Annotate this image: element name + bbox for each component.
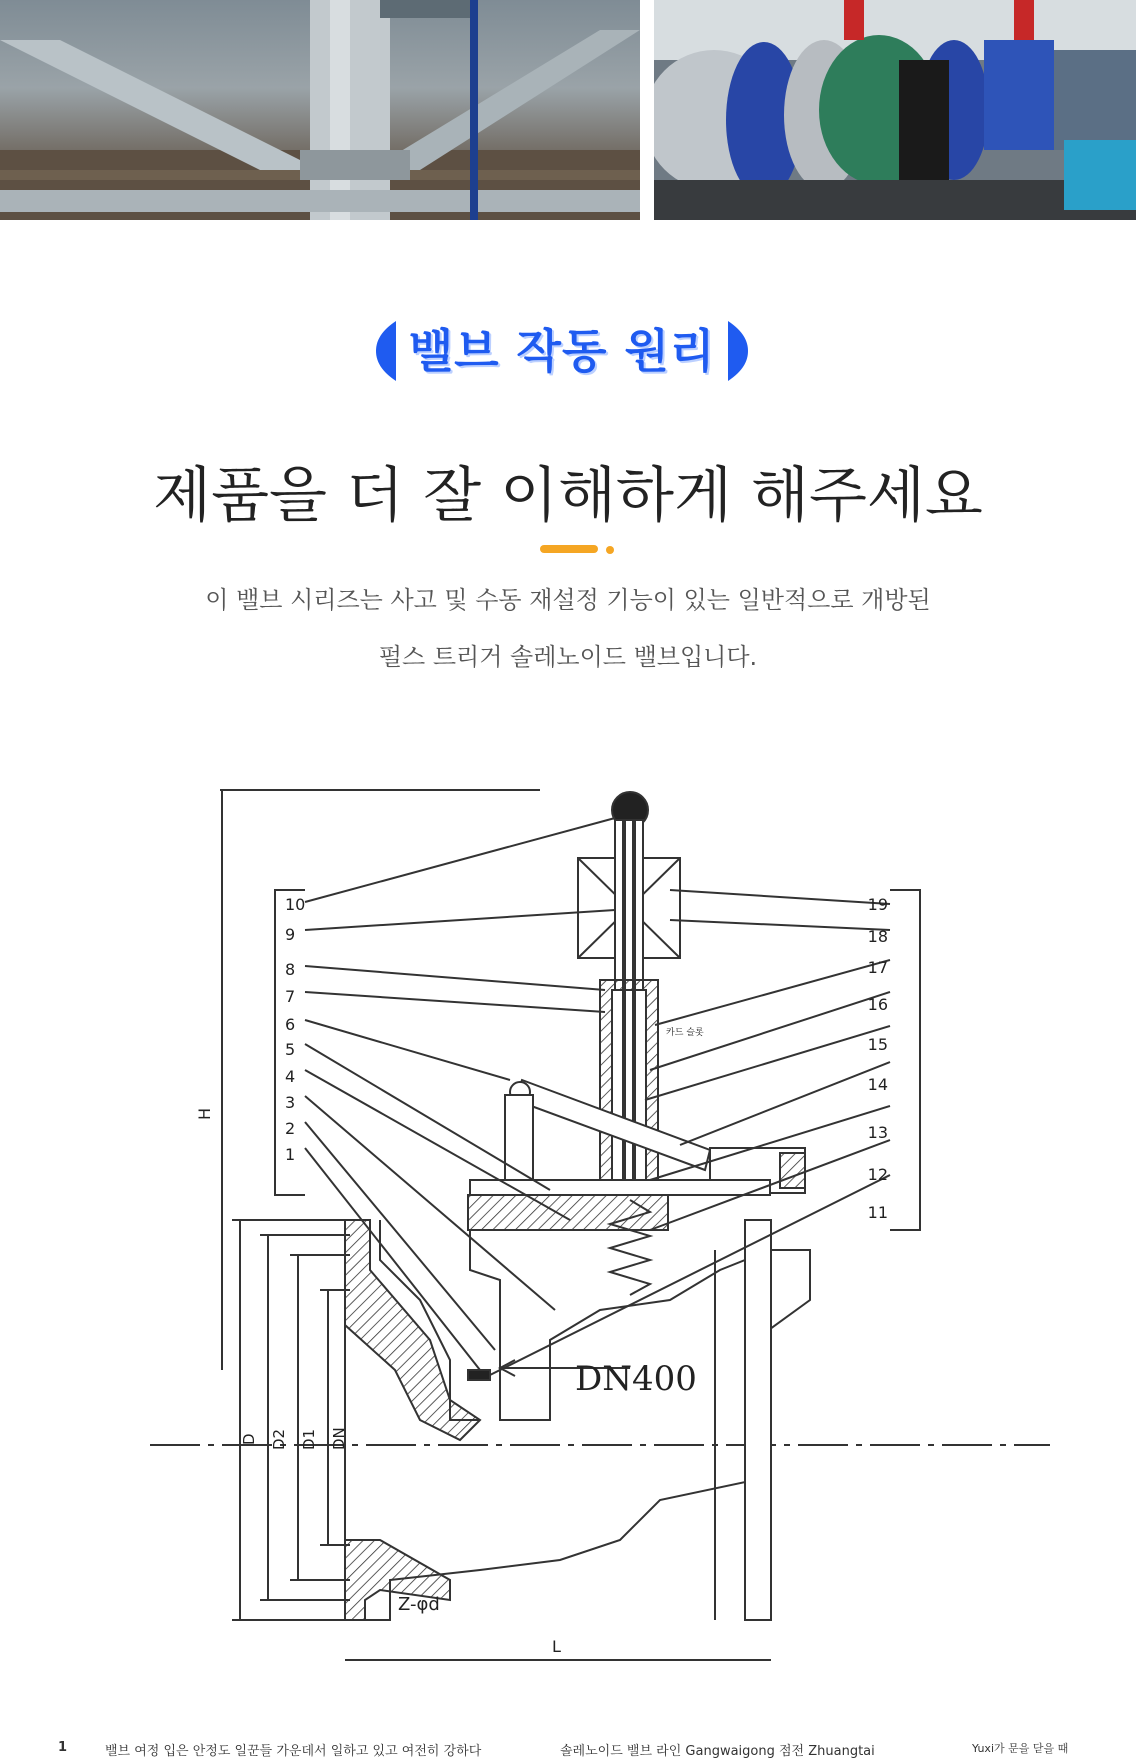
bonnet: [468, 1195, 668, 1230]
part-label-10: 10: [285, 895, 306, 914]
headline-underline: [540, 545, 598, 553]
pipeline-photo-illustration: [0, 0, 640, 220]
part-label-5: 5: [285, 1040, 296, 1059]
length-label: L: [552, 1637, 561, 1656]
part-label-14: 14: [867, 1075, 888, 1094]
description-line-2: 펄스 트리거 솔레노이드 밸브입니다.: [378, 643, 758, 671]
badge-title: 밸브 작동 원리: [408, 324, 716, 378]
headline-underline-dot: [606, 546, 614, 554]
part-label-17: 17: [867, 958, 888, 977]
part-label-3: 3: [285, 1093, 296, 1112]
part-label-4: 4: [285, 1067, 296, 1086]
part-label-7: 7: [285, 987, 296, 1006]
part-label-9: 9: [285, 925, 296, 944]
right-flange: [745, 1220, 771, 1620]
left-flange: [345, 1220, 480, 1440]
part-label-13: 13: [867, 1123, 888, 1142]
right-label-frame: [890, 890, 920, 1230]
footer-caption-3: Yuxi가 문을 닫을 때: [972, 1742, 1069, 1755]
card-slot-label: 카드 슬롯: [666, 1028, 704, 1038]
part-label-11: 11: [867, 1203, 888, 1222]
top-photo-strip: [0, 0, 1136, 220]
description-line-1: 이 밸브 시리즈는 사고 및 수동 재설정 기능이 있는 일반적으로 개방된: [205, 586, 931, 614]
d1-label: D1: [300, 1428, 318, 1450]
valve-seat: [468, 1370, 490, 1380]
page-headline: 제품을 더 잘 이해하게 해주세요: [153, 461, 983, 531]
part-label-6: 6: [285, 1015, 296, 1034]
part-label-2: 2: [285, 1119, 296, 1138]
height-label: H: [195, 1107, 214, 1120]
footer-caption-1: 밸브 여정 입은 안정도 일꾼들 가운데서 일하고 있고 여전히 강하다: [105, 1744, 482, 1759]
part-label-18: 18: [867, 927, 888, 946]
part-label-1: 1: [285, 1145, 296, 1164]
footer-caption-strip: [0, 1736, 1136, 1758]
d-label: D: [240, 1433, 258, 1445]
pipeline-photo: [0, 0, 640, 220]
part-label-15: 15: [867, 1035, 888, 1054]
d2-label: D2: [270, 1428, 288, 1450]
bolt-label: Z-φd: [398, 1594, 440, 1615]
valves-photo-illustration: [654, 0, 1136, 220]
part-label-8: 8: [285, 960, 296, 979]
footer-page-number: 1: [58, 1740, 68, 1755]
valves-photo: [654, 0, 1136, 220]
footer-caption-2: 솔레노이드 밸브 라인 Gangwaigong 점전 Zhuangtai: [560, 1744, 875, 1759]
part-label-16: 16: [867, 995, 888, 1014]
dn400-label: DN400: [575, 1359, 697, 1399]
section-badge: [376, 316, 748, 386]
valve-cross-section-diagram: [150, 780, 1050, 1680]
part-label-12: 12: [867, 1165, 888, 1184]
part-label-19: 19: [867, 895, 888, 914]
dn-label: DN: [330, 1427, 348, 1450]
